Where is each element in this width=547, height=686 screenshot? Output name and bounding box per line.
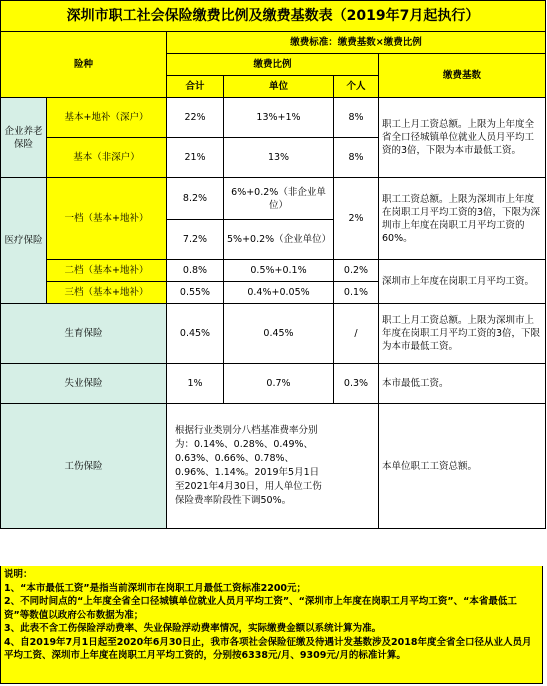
note-item: 1、“本市最低工资”是指当前深圳市在岗职工月最低工资标准2200元； xyxy=(4,582,307,594)
unemployment-label: 失业保险 xyxy=(1,364,167,404)
individual-header: 个人 xyxy=(334,76,379,98)
medical-tier23-base: 深圳市上年度在岗职工月平均工资。 xyxy=(379,260,546,304)
pension-label: 企业养老保险 xyxy=(1,98,47,178)
notes-section xyxy=(0,566,543,684)
pension-base: 职工上月工资总额。上限为上年度全省全口径城镇单位就业人员月平均工资的3倍，下限为本市最低工资。 xyxy=(379,98,546,178)
medical-tier3-label: 三档（基本+地补） xyxy=(47,282,167,304)
injury-ratio: 根据行业类别分八档基准费率分别为：0.14%、0.28%、0.49%、0.63%、0.66%、0.78%、0.96%、1.14%。2019年5月1日至2021年4月30日，用人单位工伤保险费率阶段性下调50%。 xyxy=(167,404,379,529)
unemployment-individual: 0.3% xyxy=(334,364,379,404)
note-item: 4、自2019年7月1日起至2020年6月30日止，我市各项社会保险征缴及待遇计发基数涉及2018年度全省全口径从业人员月平均工资、深圳市上年度在岗职工月平均工资的，分别按6338元/月、9309元/月的标准计算。 xyxy=(4,636,532,661)
medical-tier1-label: 一档（基本+地补） xyxy=(47,178,167,260)
injury-base: 本单位职工工资总额。 xyxy=(379,404,546,529)
pension-total-2: 21% xyxy=(167,138,224,178)
maternity-individual: / xyxy=(334,304,379,364)
pension-employer-1: 13%+1% xyxy=(224,98,334,138)
maternity-employer: 0.45% xyxy=(224,304,334,364)
pension-employer-2: 13% xyxy=(224,138,334,178)
medical-tier3-employer: 0.4%+0.05% xyxy=(224,282,334,304)
medical-tier1-employer-b: 5%+0.2%（企业单位） xyxy=(224,220,334,260)
unemployment-base: 本市最低工资。 xyxy=(379,364,546,404)
medical-tier1-total-a: 8.2% xyxy=(167,178,224,220)
medical-tier2-employer: 0.5%+0.1% xyxy=(224,260,334,282)
medical-tier2-individual: 0.2% xyxy=(334,260,379,282)
medical-tier1-employer-a: 6%+0.2%（非企业单位） xyxy=(224,178,334,220)
medical-tier1-total-b: 7.2% xyxy=(167,220,224,260)
medical-label: 医疗保险 xyxy=(1,178,47,304)
base-header: 缴费基数 xyxy=(379,54,546,98)
standard-header: 缴费标准：缴费基数×缴费比例 xyxy=(167,32,546,54)
injury-label: 工伤保险 xyxy=(1,404,167,529)
pension-sub-2: 基本（非深户） xyxy=(47,138,167,178)
pension-total-1: 22% xyxy=(167,98,224,138)
note-item: 3、此表不含工伤保险浮动费率、失业保险浮动费率情况，实际缴费金额以系统计算为准。 xyxy=(4,623,382,634)
unemployment-total: 1% xyxy=(167,364,224,404)
pension-individual-1: 8% xyxy=(334,98,379,138)
medical-tier1-individual: 2% xyxy=(334,178,379,260)
pension-sub-1: 基本+地补（深户） xyxy=(47,98,167,138)
medical-tier1-base: 职工工资总额。上限为深圳市上年度在岗职工月平均工资的3倍，下限为深圳市上年度在岗职工月平均工资的60%。 xyxy=(379,178,546,260)
total-header: 合计 xyxy=(167,76,224,98)
maternity-label: 生育保险 xyxy=(1,304,167,364)
page-title: 深圳市职工社会保险缴费比例及缴费基数表（2019年7月起执行） xyxy=(1,1,546,32)
insurance-type-header: 险种 xyxy=(1,32,167,98)
medical-tier3-individual: 0.1% xyxy=(334,282,379,304)
note-item: 2、不同时间点的“上年度全省全口径城镇单位就业人员月平均工资”、“深圳市上年度在岗职工月平均工资”、“本省最低工资”等数值以政府公布数据为准； xyxy=(4,596,517,621)
medical-tier2-total: 0.8% xyxy=(167,260,224,282)
maternity-total: 0.45% xyxy=(167,304,224,364)
maternity-base: 职工上月工资总额。上限为深圳市上年度在岗职工月平均工资的3倍，下限为本市最低工资。 xyxy=(379,304,546,364)
pension-individual-2: 8% xyxy=(334,138,379,178)
employer-header: 单位 xyxy=(224,76,334,98)
medical-tier2-label: 二档（基本+地补） xyxy=(47,260,167,282)
notes-heading: 说明： xyxy=(4,569,33,580)
medical-tier3-total: 0.55% xyxy=(167,282,224,304)
ratio-header: 缴费比例 xyxy=(167,54,379,76)
unemployment-employer: 0.7% xyxy=(224,364,334,404)
